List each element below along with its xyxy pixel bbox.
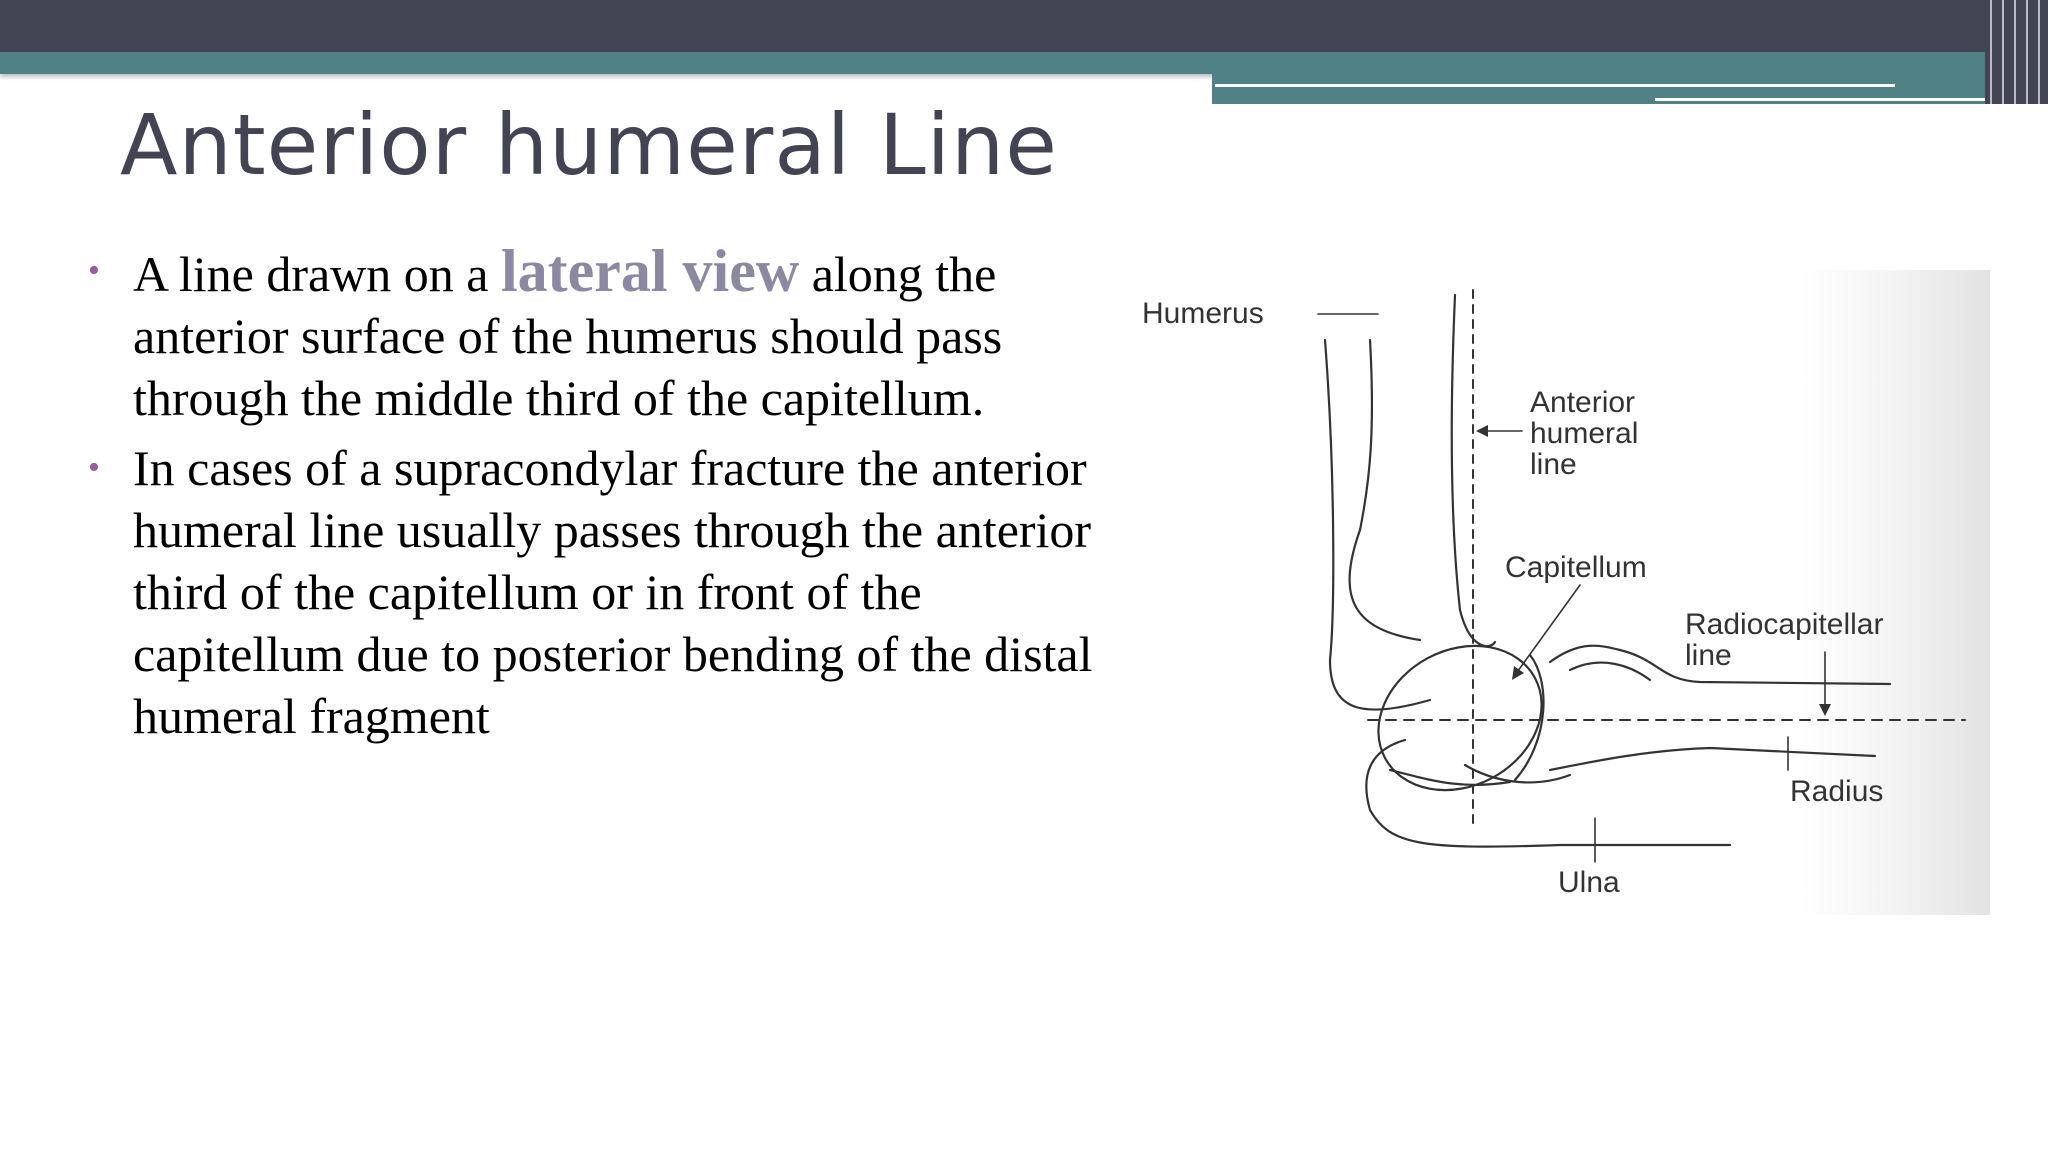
humerus-shaft-outline [1325,340,1430,710]
label-ulna: Ulna [1558,866,1620,899]
label-radiocapitellar-2: line [1685,639,1732,672]
bullet-1-highlight: lateral view [500,238,800,304]
label-capitellum: Capitellum [1505,551,1647,584]
bullet-item-2 [88,437,1128,747]
bullet-item-1 [88,240,1128,429]
header-accent-band [0,52,2000,74]
anterior-line-arrowhead [1476,425,1488,437]
slide-title: Anterior humeral Line [120,96,1058,194]
header-stripes [1985,0,2048,104]
header-rule-2 [1655,98,2005,101]
capitellum-arrowhead [1512,666,1524,680]
label-radius: Radius [1790,775,1884,808]
radial-head [1570,663,1650,680]
radius-lower-edge [1550,748,1875,770]
label-radiocapitellar-1: Radiocapitellar [1685,608,1884,641]
label-anterior-1: Anterior [1530,386,1636,419]
humerus-inner-line [1350,340,1420,640]
bullet-list [88,240,1128,755]
ulna-inner-curve [1465,765,1570,782]
bullet-1-text-start: A line drawn on a [133,246,501,302]
bullet-marker: • [88,252,100,289]
capitellum-leader [1515,585,1580,675]
bullet-marker: • [88,449,100,486]
label-anterior-2: humeral [1530,417,1639,450]
elbow-diagram [1130,270,1990,915]
ulna-upper-edge [1366,740,1730,847]
label-humerus: Humerus [1142,297,1264,330]
bullet-1-text-end: along the anterior surface of the humerus should pass through the middle third of the capitellum. [133,246,1003,426]
header-rule-1 [1215,84,1895,87]
elbow-drawing [1130,270,1990,915]
header-bar [0,0,2048,52]
radiocap-arrowhead [1819,704,1831,716]
bullet-2-text: In cases of a supracondylar fracture the anterior humeral line usually passes through the anterior third of the capitellum or in front of the capitellum due to posterior bending of the distal humeral fragment [133,440,1093,744]
label-anterior-3: line [1530,448,1577,481]
